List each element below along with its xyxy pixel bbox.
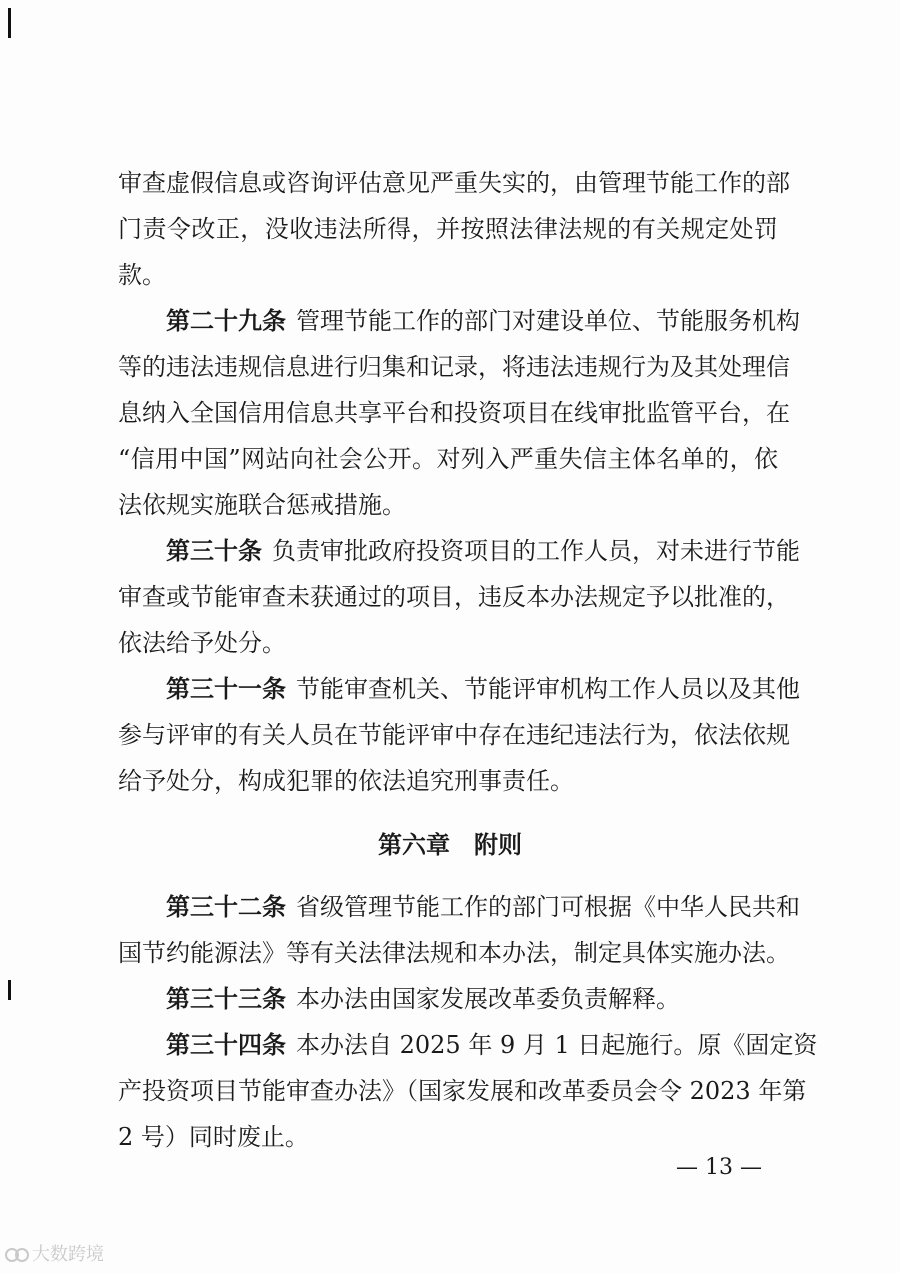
- article-heading: 第三十二条: [166, 893, 286, 921]
- paragraph-line: 息纳入全国信用信息共享平台和投资项目在线审批监管平台，在: [118, 399, 790, 427]
- scan-edge-mark: [8, 980, 11, 1000]
- article-line: [166, 890, 800, 924]
- paragraph-line: 等的违法违规信息进行归集和记录，将违法违规行为及其处理信: [118, 353, 790, 381]
- article-heading: 第三十一条: [166, 675, 286, 703]
- brand-logo-icon: [4, 1246, 30, 1264]
- article-text: 管理节能工作的部门对建设单位、节能服务机构: [296, 307, 800, 335]
- paragraph-line: 国节约能源法》等有关法律法规和本办法，制定具体实施办法。: [118, 939, 790, 967]
- article-heading: 第三十三条: [166, 985, 286, 1013]
- watermark-text: 大数跨境: [32, 1244, 104, 1265]
- paragraph-line: 法依规实施联合惩戒措施。: [118, 491, 406, 519]
- article-line: [166, 672, 800, 706]
- article-line: [166, 982, 778, 1016]
- paragraph-line: 审查或节能审查未获通过的项目，违反本办法规定予以批准的，: [118, 583, 790, 611]
- chapter-heading: 第六章 附则: [378, 831, 522, 859]
- paragraph-line: 2 号）同时废止。: [118, 1123, 309, 1151]
- article-heading: 第二十九条: [166, 307, 286, 335]
- article-line: [166, 1028, 818, 1062]
- article-text: 本办法自 2025 年 9 月 1 日起施行。原《固定资: [296, 1031, 818, 1059]
- article-heading: 第三十条: [166, 537, 262, 565]
- scan-edge-mark: [8, 8, 11, 38]
- page-number: — 13 —: [676, 1155, 762, 1180]
- article-heading: 第三十四条: [166, 1031, 286, 1059]
- paragraph-line: 门责令改正，没收违法所得，并按照法律法规的有关规定处罚: [118, 215, 778, 243]
- article-text: 节能审查机关、节能评审机构工作人员以及其他: [296, 675, 800, 703]
- article-text: 负责审批政府投资项目的工作人员，对未进行节能: [272, 537, 800, 565]
- article-line: [166, 534, 800, 568]
- paragraph-line: 依法给予处分。: [118, 629, 286, 657]
- paragraph-line: 参与评审的有关人员在节能评审中存在违纪违法行为，依法依规: [118, 721, 790, 749]
- paragraph-line: “信用中国”网站向社会公开。对列入严重失信主体名单的，依: [118, 445, 778, 473]
- article-line: [166, 304, 800, 338]
- paragraph-line: 给予处分，构成犯罪的依法追究刑事责任。: [118, 767, 574, 795]
- article-text: 省级管理节能工作的部门可根据《中华人民共和: [296, 893, 800, 921]
- article-text: 本办法由国家发展改革委负责解释。: [296, 985, 680, 1013]
- paragraph-line: 款。: [118, 261, 166, 289]
- paragraph-line: 审查虚假信息或咨询评估意见严重失实的，由管理节能工作的部: [118, 169, 790, 197]
- watermark: [4, 1240, 104, 1266]
- paragraph-line: 产投资项目节能审查办法》（国家发展和改革委员会令 2023 年第: [118, 1077, 807, 1105]
